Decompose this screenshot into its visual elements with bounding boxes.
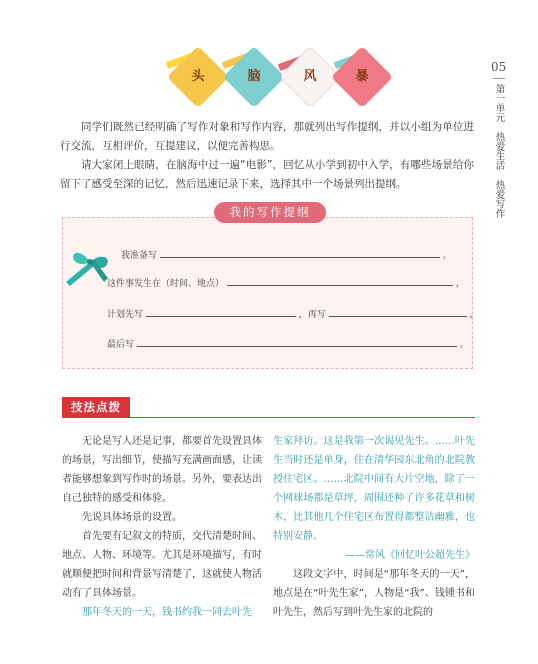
outline-line-2[interactable] — [107, 275, 465, 289]
line-2-end: ， — [455, 279, 465, 289]
line-4-label: 最后写 — [107, 340, 135, 350]
left-paragraph-3: 首先要有记叙文的特质，交代清楚时间、地点、人物、环境等。尤其是环境描写，有时就顺便把时间和背景写清楚了，这就使人物活动有了具体场景。 — [62, 531, 262, 599]
tile-char-3: 风 — [303, 69, 317, 84]
margin-rule — [493, 78, 505, 79]
right-quote-cont: 生家拜访。这是我第一次谒见先生。……叶先生当时还是单身，住在清华园东北角的北院教授住宅区。……北院中间有大片空地，除了一个网球场都是草坪，周围还种了许多花草和树木，比其他几个住宅区布置得都整洁幽雅，也特别安静。 — [273, 436, 475, 542]
header-tiles — [170, 47, 385, 107]
outline-line-1[interactable] — [121, 247, 452, 261]
outline-line-3[interactable] — [107, 306, 479, 320]
margin-unit-label — [492, 84, 506, 125]
right-column — [273, 432, 475, 622]
tile-char-1: 头 — [191, 69, 205, 84]
left-paragraph-1: 无论是写人还是记事，都要首先设置具体的场景，写出细节，使描写充满画面感，让读者能够想象到写作时的场景。另外，要表达出自己独特的感受和体验。 — [62, 436, 262, 504]
intro-text-1: 同学们既然已经明确了写作对象和写作内容，那就列出写作提纲，并以小组为单位进行交流，互相评价，互提建议，以便完善构思。 — [60, 121, 474, 152]
line-1-label: 我准备写 — [121, 251, 158, 261]
intro-paragraph-2 — [60, 156, 474, 194]
outline-line-4[interactable] — [107, 336, 469, 350]
unit-label-text: 第一单元 — [493, 84, 505, 122]
line-2-blank[interactable] — [227, 275, 453, 286]
line-3-blank-b[interactable] — [329, 306, 467, 317]
topic-1-text: 热爱生活 — [493, 132, 505, 170]
line-4-blank[interactable] — [137, 336, 457, 347]
quote-source: ——常风《回忆叶公超先生》 — [345, 550, 475, 561]
line-3-blank-a[interactable] — [146, 306, 296, 317]
topic-2-text: 热爱写作 — [493, 180, 505, 218]
line-4-end: 。 — [459, 340, 469, 350]
section-tag: 技法点拨 — [62, 397, 130, 417]
left-paragraph-2: 先说具体场景的设置。 — [82, 512, 182, 523]
tile-char-2: 脑 — [247, 69, 261, 84]
tile-char-4: 暴 — [355, 69, 369, 84]
right-paragraph-1: 这段文字中，时间是“那年冬天的一天”，地点是在“叶先生家”，人物是“我”、钱锺书和叶先生，然后写到叶先生家的北院的 — [273, 569, 475, 618]
outline-title: 我的写作提纲 — [214, 202, 326, 223]
line-3-end: ， — [469, 310, 479, 320]
line-2-label: 这件事发生在（时间、地点） — [107, 279, 225, 289]
section-rule — [62, 417, 475, 418]
line-3-label-a: 计划先写 — [107, 310, 144, 320]
intro-paragraph-1 — [60, 118, 474, 156]
line-1-blank[interactable] — [160, 247, 440, 258]
line-1-end: 。 — [442, 251, 452, 261]
page-number: 05 — [491, 60, 507, 74]
margin-topics-2 — [492, 180, 506, 221]
left-column — [62, 432, 262, 622]
intro-text-2: 请大家闭上眼睛，在脑海中过一遍“电影”，回忆从小学到初中入学，有哪些场景给你留下了感受至深的记忆，然后迅速记录下来，选择其中一个场景列出提纲。 — [60, 159, 474, 190]
margin-topics — [492, 132, 506, 173]
left-quote-start: 那年冬天的一天，钱书约我一同去叶先 — [82, 607, 252, 618]
line-3-label-b: ，再写 — [298, 310, 326, 320]
